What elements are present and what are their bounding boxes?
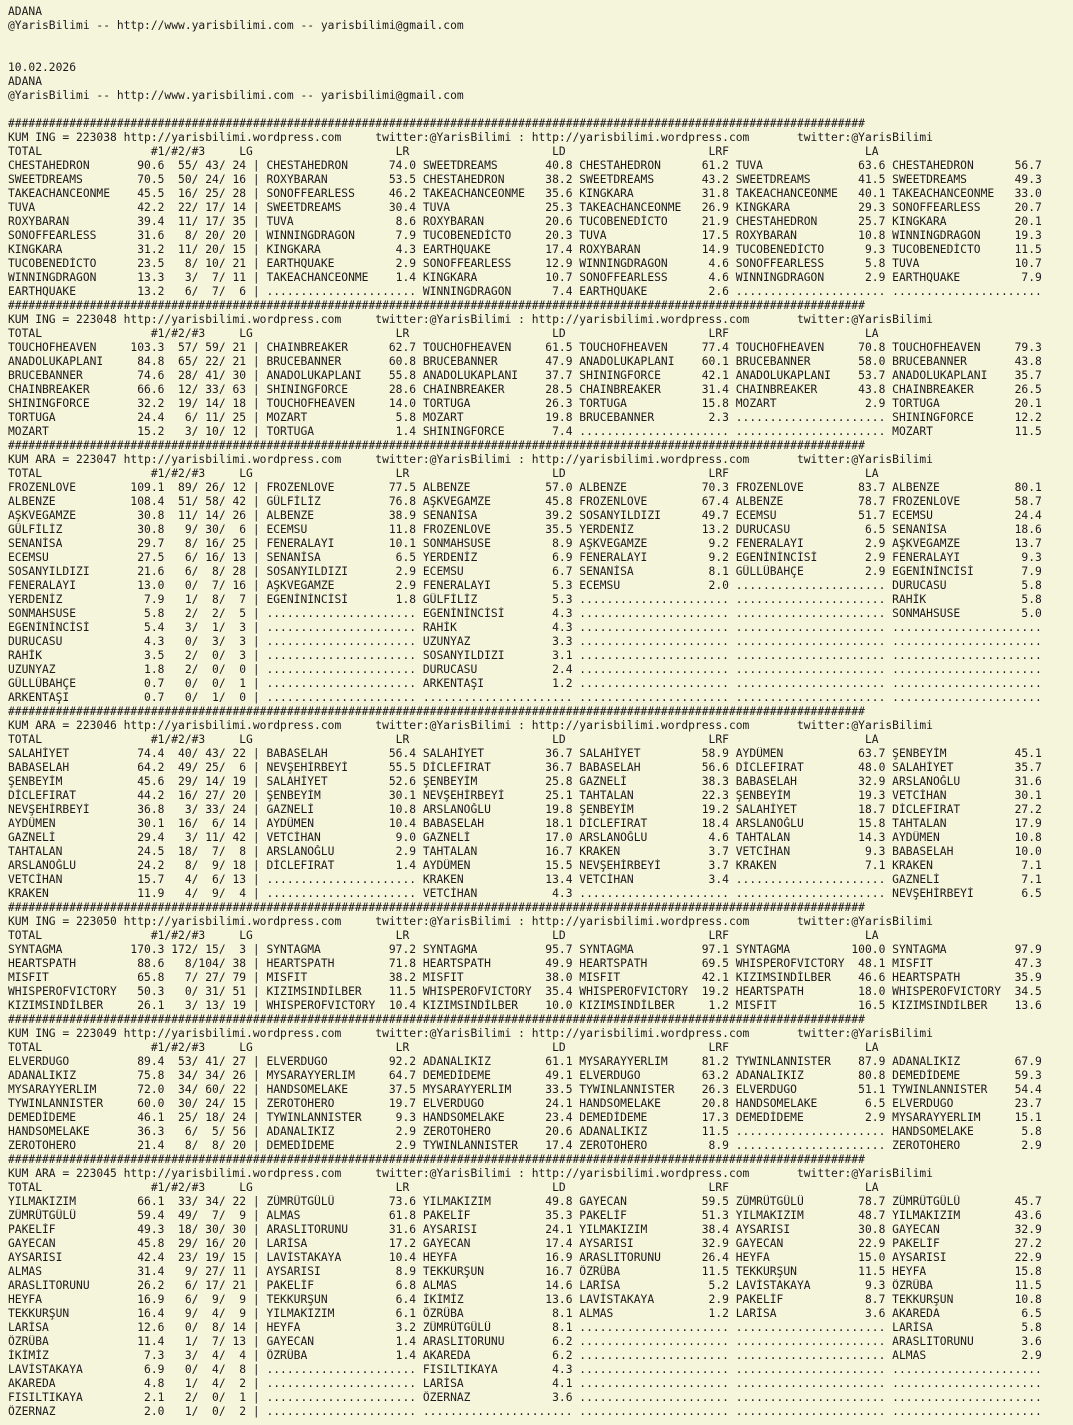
header-line: ADANA — [8, 5, 43, 18]
race-row: ECEMSU 27.5 6/ 16/ 13 | SENANİSA 6.5 YERDENİZ 6.9 FENERALAYI 9.2 EGENİNİNCİSİ 2.9 FENERALAYI 9.3 — [8, 551, 1042, 564]
section-separator: ############################################################################################################################## — [8, 1013, 865, 1026]
section-separator: ############################################################################################################################## — [8, 705, 865, 718]
race-row: TUCOBENEDİCTO 23.5 8/ 10/ 21 | EARTHQUAKE 2.9 SONOFFEARLESS 12.9 WINNINGDRAGON 4.6 SONOFFEARLESS 5.8 TUVA 10.7 — [8, 257, 1042, 270]
race-row: YILMAKIZIM 66.1 33/ 34/ 22 | ZÜMRÜTGÜLÜ 73.6 YILMAKIZIM 49.8 GAYECAN 59.5 ZÜMRÜTGÜLÜ 78.7 ZÜMRÜTGÜLÜ 45.7 — [8, 1195, 1042, 1208]
race-row: RAHİK 3.5 2/ 0/ 3 | ...................... SOSANYILDIZI 3.1 ...................... ...................... ...................... — [8, 649, 1042, 662]
race-row: ÖZERNAZ 2.0 1/ 0/ 2 | ...................... ...................... ...................... ...................... ...................... — [8, 1405, 1042, 1418]
race-row: SONMAHSUSE 5.8 2/ 2/ 5 | ...................... EGENİNİNCİSİ 4.3 ...................... ...................... SONMAHSUSE 5.0 — [8, 607, 1042, 620]
race-row: HANDSOMELAKE 36.3 6/ 5/ 56 | ADANALIKIZ 2.9 ZEROTOHERO 20.6 ADANALIKIZ 11.5 ...................... HANDSOMELAKE 5.8 — [8, 1125, 1042, 1138]
race-row: KIZIMSINDİLBER 26.1 3/ 13/ 19 | WHISPEROFVICTORY 10.4 KIZIMSINDİLBER 10.0 KIZIMSINDİLBER 1.2 MISFIT 16.5 KIZIMSINDİLBER 13.6 — [8, 999, 1042, 1012]
header-line: ADANA — [8, 75, 43, 88]
race-row: PAKELİF 49.3 18/ 30/ 30 | ARASLITORUNU 31.6 AYSARISI 24.1 YILMAKIZIM 38.4 AYSARISI 30.8 GAYECAN 32.9 — [8, 1223, 1042, 1236]
column-header: TOTAL #1/#2/#3 LG LR LD LRF LA — [8, 1041, 879, 1054]
race-row: FENERALAYI 13.0 0/ 7/ 16 | AŞKVEGAMZE 2.9 FENERALAYI 5.3 ECEMSU 2.0 ...................... DURUCASU 5.8 — [8, 579, 1042, 592]
section-separator: ############################################################################################################################## — [8, 1153, 865, 1166]
race-row: EARTHQUAKE 13.2 6/ 7/ 6 | ...................... WINNINGDRAGON 7.4 EARTHQUAKE 2.6 ...................... ...................... — [8, 285, 1042, 298]
race-row: MOZART 15.2 3/ 10/ 12 | TORTUGA 1.4 SHININGFORCE 7.4 ...................... ...................... MOZART 11.5 — [8, 425, 1042, 438]
race-row: WHISPEROFVICTORY 50.3 0/ 31/ 51 | KIZIMSINDİLBER 11.5 WHISPEROFVICTORY 35.4 WHISPEROFVICTORY 19.2 HEARTSPATH 18.0 WHISPEROFVICTORY 34.5 — [8, 985, 1042, 998]
race-row: TAKEACHANCEONME 45.5 16/ 25/ 28 | SONOFFEARLESS 46.2 TAKEACHANCEONME 35.6 KINGKARA 31.8 TAKEACHANCEONME 40.1 TAKEACHANCEONME 33.0 — [8, 187, 1042, 200]
race-row: TEKKURŞUN 16.4 9/ 4/ 9 | YILMAKIZIM 6.1 ÖZRÜBA 8.1 ALMAS 1.2 LARİSA 3.6 AKAREDA 6.5 — [8, 1307, 1042, 1320]
race-row: GAYECAN 45.8 29/ 16/ 20 | LARİSA 17.2 GAYECAN 17.4 AYSARISI 32.9 GAYECAN 22.9 PAKELİF 27.2 — [8, 1237, 1042, 1250]
race-row: GAZNELİ 29.4 3/ 11/ 42 | VETCİHAN 9.0 GAZNELİ 17.0 ARSLANOĞLU 4.6 TAHTALAN 14.3 AYDÜMEN 10.8 — [8, 831, 1042, 844]
race-row: İKİMİZ 7.3 3/ 4/ 4 | ÖZRÜBA 1.4 AKAREDA 6.2 ...................... ...................... ALMAS 2.9 — [8, 1349, 1042, 1362]
race-row: DEMEDİDEME 46.1 25/ 18/ 24 | TYWINLANNISTER 9.3 HANDSOMELAKE 23.4 DEMEDİDEME 17.3 DEMEDİDEME 2.9 MYSARAYYERLIM 15.1 — [8, 1111, 1042, 1124]
race-row: ALBENZE 108.4 51/ 58/ 42 | GÜLFİLİZ 76.8 AŞKVEGAMZE 45.8 FROZENLOVE 67.4 ALBENZE 78.7 FROZENLOVE 58.7 — [8, 495, 1042, 508]
race-title: KUM ING = 223038 http://yarisbilimi.wordpress.com twitter:@YarisBilimi : http://yarisbilimi.wordpress.com twitter:@YarisBilimi — [8, 131, 933, 144]
race-row: TYWINLANNISTER 60.0 30/ 24/ 15 | ZEROTOHERO 19.7 ELVERDUGO 24.1 HANDSOMELAKE 20.8 HANDSOMELAKE 6.5 ELVERDUGO 23.7 — [8, 1097, 1042, 1110]
race-row: LAVİSTAKAYA 6.9 0/ 4/ 8 | ...................... FISILTIKAYA 4.3 ...................... ...................... ...................... — [8, 1363, 1042, 1376]
race-title: KUM ING = 223048 http://yarisbilimi.wordpress.com twitter:@YarisBilimi : http://yarisbilimi.wordpress.com twitter:@YarisBilimi — [8, 313, 933, 326]
race-row: DURUCASU 4.3 0/ 3/ 3 | ...................... UZUNYAZ 3.3 ...................... ...................... ...................... — [8, 635, 1042, 648]
race-row: KINGKARA 31.2 11/ 20/ 15 | KINGKARA 4.3 EARTHQUAKE 17.4 ROXYBARAN 14.9 TUCOBENEDİCTO 9.3 TUCOBENEDİCTO 11.5 — [8, 243, 1042, 256]
race-row: MISFIT 65.8 7/ 27/ 79 | MISFIT 38.2 MISFIT 38.0 MISFIT 42.1 KIZIMSINDİLBER 46.6 HEARTSPATH 35.9 — [8, 971, 1042, 984]
race-row: SYNTAGMA 170.3 172/ 15/ 3 | SYNTAGMA 97.2 SYNTAGMA 95.7 SYNTAGMA 97.1 SYNTAGMA 100.0 SYNTAGMA 97.9 — [8, 943, 1042, 956]
race-row: EGENİNİNCİSİ 5.4 3/ 1/ 3 | ...................... RAHİK 4.3 ...................... ...................... ...................... — [8, 621, 1042, 634]
race-row: SWEETDREAMS 70.5 50/ 24/ 16 | ROXYBARAN 53.5 CHESTAHEDRON 38.2 SWEETDREAMS 43.2 SWEETDREAMS 41.5 SWEETDREAMS 49.3 — [8, 173, 1042, 186]
section-separator: ############################################################################################################################## — [8, 439, 865, 452]
header-line: @YarisBilimi -- http://www.yarisbilimi.com -- yarisbilimi@gmail.com — [8, 89, 464, 102]
race-row: AKAREDA 4.8 1/ 4/ 2 | ...................... LARİSA 4.1 ...................... ...................... ...................... — [8, 1377, 1042, 1390]
race-row: AŞKVEGAMZE 30.8 11/ 14/ 26 | ALBENZE 38.9 SENANİSA 39.2 SOSANYILDIZI 49.7 ECEMSU 51.7 ECEMSU 24.4 — [8, 509, 1042, 522]
race-row: SONOFFEARLESS 31.6 8/ 20/ 20 | WINNINGDRAGON 7.9 TUCOBENEDİCTO 20.3 TUVA 17.5 ROXYBARAN 10.8 WINNINGDRAGON 19.3 — [8, 229, 1042, 242]
race-row: GÜLLÜBAHÇE 0.7 0/ 0/ 1 | ...................... ARKENTAŞI 1.2 ...................... ...................... ...................... — [8, 677, 1042, 690]
race-row: FISILTIKAYA 2.1 2/ 0/ 1 | ...................... ÖZERNAZ 3.6 ...................... ...................... ...................... — [8, 1391, 1042, 1404]
race-row: KRAKEN 11.9 4/ 9/ 4 | ...................... VETCİHAN 4.3 ...................... ...................... NEVŞEHİRBEYİ 6.5 — [8, 887, 1042, 900]
header-line — [8, 33, 1073, 47]
race-row: DİCLEFIRAT 44.2 16/ 27/ 20 | ŞENBEYİM 30.1 NEVŞEHİRBEYİ 25.1 TAHTALAN 22.3 ŞENBEYİM 19.3 VETCİHAN 30.1 — [8, 789, 1042, 802]
column-header: TOTAL #1/#2/#3 LG LR LD LRF LA — [8, 929, 879, 942]
race-title: KUM ARA = 223047 http://yarisbilimi.wordpress.com twitter:@YarisBilimi : http://yarisbilimi.wordpress.com twitter:@YarisBilimi — [8, 453, 933, 466]
race-row: BABASELAH 64.2 49/ 25/ 6 | NEVŞEHİRBEYİ 55.5 DİCLEFIRAT 36.7 BABASELAH 56.6 DİCLEFIRAT 48.0 SALAHİYET 35.7 — [8, 761, 1042, 774]
race-row: TOUCHOFHEAVEN 103.3 57/ 59/ 21 | CHAINBREAKER 62.7 TOUCHOFHEAVEN 61.5 TOUCHOFHEAVEN 77.4 TOUCHOFHEAVEN 70.8 TOUCHOFHEAVEN 79.3 — [8, 341, 1042, 354]
race-title: KUM ING = 223049 http://yarisbilimi.wordpress.com twitter:@YarisBilimi : http://yarisbilimi.wordpress.com twitter:@YarisBilimi — [8, 1027, 933, 1040]
section-separator: ############################################################################################################################## — [8, 901, 865, 914]
column-header: TOTAL #1/#2/#3 LG LR LD LRF LA — [8, 733, 879, 746]
race-row: HEYFA 16.9 6/ 9/ 9 | TEKKURŞUN 6.4 İKİMİZ 13.6 LAVİSTAKAYA 2.9 PAKELİF 8.7 TEKKURŞUN 10.8 — [8, 1293, 1042, 1306]
race-row: BRUCEBANNER 74.6 28/ 41/ 30 | ANADOLUKAPLANI 55.8 ANADOLUKAPLANI 37.7 SHININGFORCE 42.1 ANADOLUKAPLANI 53.7 ANADOLUKAPLANI 35.7 — [8, 369, 1042, 382]
race-row: AYDÜMEN 30.1 16/ 6/ 14 | AYDÜMEN 10.4 BABASELAH 18.1 DİCLEFIRAT 18.4 ARSLANOĞLU 15.8 TAHTALAN 17.9 — [8, 817, 1042, 830]
column-header: TOTAL #1/#2/#3 LG LR LD LRF LA — [8, 467, 879, 480]
header-line — [8, 103, 1073, 117]
race-row: TORTUGA 24.4 6/ 11/ 25 | MOZART 5.8 MOZART 19.8 BRUCEBANNER 2.3 ...................... SHININGFORCE 12.2 — [8, 411, 1042, 424]
column-header: TOTAL #1/#2/#3 LG LR LD LRF LA — [8, 145, 879, 158]
race-row: ZÜMRÜTGÜLÜ 59.4 49/ 7/ 9 | ALMAS 61.8 PAKELİF 35.3 PAKELİF 51.3 YILMAKIZIM 48.7 YILMAKIZIM 43.6 — [8, 1209, 1042, 1222]
column-header: TOTAL #1/#2/#3 LG LR LD LRF LA — [8, 1181, 879, 1194]
race-row: ŞENBEYİM 45.6 29/ 14/ 19 | SALAHİYET 52.6 ŞENBEYİM 25.8 GAZNELİ 38.3 BABASELAH 32.9 ARSLANOĞLU 31.6 — [8, 775, 1042, 788]
race-row: VETCİHAN 15.7 4/ 6/ 13 | ...................... KRAKEN 13.4 VETCİHAN 3.4 ...................... GAZNELİ 7.1 — [8, 873, 1042, 886]
race-row: CHESTAHEDRON 90.6 55/ 43/ 24 | CHESTAHEDRON 74.0 SWEETDREAMS 40.8 CHESTAHEDRON 61.2 TUVA 63.6 CHESTAHEDRON 56.7 — [8, 159, 1042, 172]
race-row: ÖZRÜBA 11.4 1/ 7/ 13 | GAYECAN 1.4 ARASLITORUNU 6.2 ...................... ...................... ARASLITORUNU 3.6 — [8, 1335, 1042, 1348]
section-separator: ############################################################################################################################## — [8, 299, 865, 312]
race-row: TUVA 42.2 22/ 17/ 14 | SWEETDREAMS 30.4 TUVA 25.3 TAKEACHANCEONME 26.9 KINGKARA 29.3 SONOFFEARLESS 20.7 — [8, 201, 1042, 214]
race-row: NEVŞEHİRBEYİ 36.8 3/ 33/ 24 | GAZNELİ 10.8 ARSLANOĞLU 19.8 ŞENBEYİM 19.2 SALAHİYET 18.7 DİCLEFIRAT 27.2 — [8, 803, 1042, 816]
race-row: MYSARAYYERLIM 72.0 34/ 60/ 22 | HANDSOMELAKE 37.5 MYSARAYYERLIM 33.5 TYWINLANNISTER 26.3 ELVERDUGO 51.1 TYWINLANNISTER 54.4 — [8, 1083, 1042, 1096]
race-row: YERDENİZ 7.9 1/ 8/ 7 | EGENİNİNCİSİ 1.8 GÜLFİLİZ 5.3 ...................... ...................... RAHİK 5.8 — [8, 593, 1042, 606]
race-row: ROXYBARAN 39.4 11/ 17/ 35 | TUVA 8.6 ROXYBARAN 20.6 TUCOBENEDİCTO 21.9 CHESTAHEDRON 25.7 KINGKARA 20.1 — [8, 215, 1042, 228]
race-row: AYSARISI 42.4 23/ 19/ 15 | LAVİSTAKAYA 10.4 HEYFA 16.9 ARASLITORUNU 26.4 HEYFA 15.0 AYSARISI 22.9 — [8, 1251, 1042, 1264]
race-title: KUM ING = 223050 http://yarisbilimi.wordpress.com twitter:@YarisBilimi : http://yarisbilimi.wordpress.com twitter:@YarisBilimi — [8, 915, 933, 928]
header-line — [8, 47, 1073, 61]
race-row: WINNINGDRAGON 13.3 3/ 7/ 11 | TAKEACHANCEONME 1.4 KINGKARA 10.7 SONOFFEARLESS 4.6 WINNINGDRAGON 2.9 EARTHQUAKE 7.9 — [8, 271, 1042, 284]
race-row: GÜLFİLİZ 30.8 9/ 30/ 6 | ECEMSU 11.8 FROZENLOVE 35.5 YERDENİZ 13.2 DURUCASU 6.5 SENANİSA 18.6 — [8, 523, 1042, 536]
race-row: ADANALIKIZ 75.8 34/ 34/ 26 | MYSARAYYERLIM 64.7 DEMEDİDEME 49.1 ELVERDUGO 63.2 ADANALIKIZ 80.8 DEMEDİDEME 59.3 — [8, 1069, 1042, 1082]
race-row: ARSLANOĞLU 24.2 8/ 9/ 18 | DİCLEFIRAT 1.4 AYDÜMEN 15.5 NEVŞEHİRBEYİ 3.7 KRAKEN 7.1 KRAKEN 7.1 — [8, 859, 1042, 872]
race-row: SALAHİYET 74.4 40/ 43/ 22 | BABASELAH 56.4 SALAHİYET 36.7 SALAHİYET 58.9 AYDÜMEN 63.7 ŞENBEYİM 45.1 — [8, 747, 1042, 760]
race-row: ZEROTOHERO 21.4 8/ 8/ 20 | DEMEDİDEME 2.9 TYWINLANNISTER 17.4 ZEROTOHERO 8.9 ...................... ZEROTOHERO 2.9 — [8, 1139, 1042, 1152]
race-row: ANADOLUKAPLANI 84.8 65/ 22/ 21 | BRUCEBANNER 60.8 BRUCEBANNER 47.9 ANADOLUKAPLANI 60.1 BRUCEBANNER 58.0 BRUCEBANNER 43.8 — [8, 355, 1042, 368]
race-title: KUM ARA = 223045 http://yarisbilimi.wordpress.com twitter:@YarisBilimi : http://yarisbilimi.wordpress.com twitter:@YarisBilimi — [8, 1167, 933, 1180]
race-row: ARASLITORUNU 26.2 6/ 17/ 21 | PAKELİF 6.8 ALMAS 14.6 LARİSA 5.2 LAVİSTAKAYA 9.3 ÖZRÜBA 11.5 — [8, 1279, 1042, 1292]
race-row: TAHTALAN 24.5 18/ 7/ 8 | ARSLANOĞLU 2.9 TAHTALAN 16.7 KRAKEN 3.7 VETCİHAN 9.3 BABASELAH 10.0 — [8, 845, 1042, 858]
race-row: SENANİSA 29.7 8/ 16/ 25 | FENERALAYI 10.1 SONMAHSUSE 8.9 AŞKVEGAMZE 9.2 FENERALAYI 2.9 AŞKVEGAMZE 13.7 — [8, 537, 1042, 550]
section-separator: ############################################################################################################################## — [8, 117, 865, 130]
race-row: LARİSA 12.6 0/ 8/ 14 | HEYFA 3.2 ZÜMRÜTGÜLÜ 8.1 ...................... ...................... LARİSA 5.8 — [8, 1321, 1042, 1334]
race-row: ARKENTAŞI 0.7 0/ 1/ 0 | ...................... ...................... ...................... ...................... ...................... — [8, 691, 1042, 704]
race-title: KUM ARA = 223046 http://yarisbilimi.wordpress.com twitter:@YarisBilimi : http://yarisbilimi.wordpress.com twitter:@YarisBilimi — [8, 719, 933, 732]
header-line: 10.02.2026 — [8, 61, 77, 74]
header-line: @YarisBilimi -- http://www.yarisbilimi.com -- yarisbilimi@gmail.com — [8, 19, 464, 32]
race-row: SHININGFORCE 32.2 19/ 14/ 18 | TOUCHOFHEAVEN 14.0 TORTUGA 26.3 TORTUGA 15.8 MOZART 2.9 TORTUGA 20.1 — [8, 397, 1042, 410]
race-row: ELVERDUGO 89.4 53/ 41/ 27 | ELVERDUGO 92.2 ADANALIKIZ 61.1 MYSARAYYERLIM 81.2 TYWINLANNISTER 87.9 ADANALIKIZ 67.9 — [8, 1055, 1042, 1068]
race-row: HEARTSPATH 88.6 8/104/ 38 | HEARTSPATH 71.8 HEARTSPATH 49.9 HEARTSPATH 69.5 WHISPEROFVICTORY 48.1 MISFIT 47.3 — [8, 957, 1042, 970]
race-row: SOSANYILDIZI 21.6 6/ 8/ 28 | SOSANYILDIZI 2.9 ECEMSU 6.7 SENANİSA 8.1 GÜLLÜBAHÇE 2.9 EGENİNİNCİSİ 7.9 — [8, 565, 1042, 578]
race-row: FROZENLOVE 109.1 89/ 26/ 12 | FROZENLOVE 77.5 ALBENZE 57.0 ALBENZE 70.3 FROZENLOVE 83.7 ALBENZE 80.1 — [8, 481, 1042, 494]
column-header: TOTAL #1/#2/#3 LG LR LD LRF LA — [8, 327, 879, 340]
race-row: UZUNYAZ 1.8 2/ 0/ 0 | ...................... DURUCASU 2.4 ...................... ...................... ...................... — [8, 663, 1042, 676]
race-row: ALMAS 31.4 9/ 27/ 11 | AYSARISI 8.9 TEKKURŞUN 16.7 ÖZRÜBA 11.5 TEKKURŞUN 11.5 HEYFA 15.8 — [8, 1265, 1042, 1278]
race-row: CHAINBREAKER 66.6 12/ 33/ 63 | SHININGFORCE 28.6 CHAINBREAKER 28.5 CHAINBREAKER 31.4 CHAINBREAKER 43.8 CHAINBREAKER 26.5 — [8, 383, 1042, 396]
